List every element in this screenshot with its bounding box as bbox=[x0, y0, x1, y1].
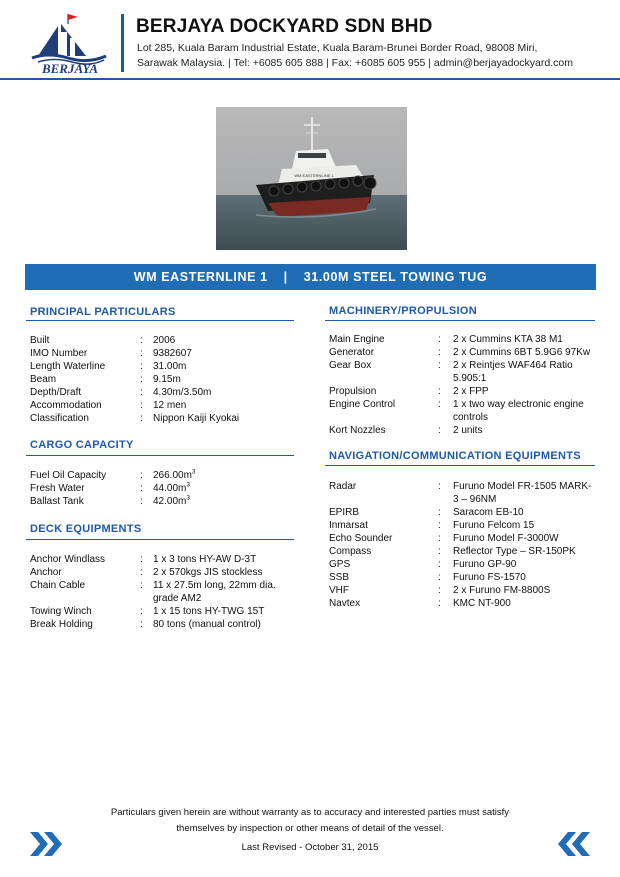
spec-colon: : bbox=[140, 619, 143, 630]
vessel-name: WM EASTERNLINE 1 bbox=[133, 270, 268, 284]
spec-label: Classification bbox=[30, 413, 89, 424]
logo-text: BERJAYA bbox=[41, 61, 99, 74]
spec-value bbox=[153, 618, 303, 631]
spec-value bbox=[153, 495, 303, 508]
spec-value bbox=[453, 398, 593, 424]
cargo-capacity-rule bbox=[26, 455, 294, 456]
spec-value bbox=[153, 605, 303, 618]
spec-value-text: 2 x Cummins 6BT 5.9G6 97Kw bbox=[453, 347, 591, 358]
spec-label: Chain Cable bbox=[30, 580, 86, 591]
spec-colon: : bbox=[438, 533, 441, 544]
spec-value-text: 12 men bbox=[153, 400, 187, 411]
spec-row bbox=[30, 412, 303, 425]
spec-value-text: Furuno Model FR-1505 MARK-3 – 96NM bbox=[453, 481, 592, 505]
spec-colon: : bbox=[140, 554, 143, 565]
principal-particulars-list bbox=[30, 334, 303, 425]
spec-value-text: 2 x Cummins KTA 38 M1 bbox=[453, 334, 563, 345]
spec-label: Kort Nozzles bbox=[329, 425, 386, 436]
spec-value-text: 2 x Reintjes WAF464 Ratio 5.905:1 bbox=[453, 360, 573, 384]
disclaimer-line-1: Particulars given herein are without warranty as to accuracy and interested parties must satisfy bbox=[110, 807, 510, 818]
spec-colon: : bbox=[438, 507, 441, 518]
spec-colon: : bbox=[438, 572, 441, 583]
spec-label: Length Waterline bbox=[30, 361, 106, 372]
spec-value bbox=[153, 566, 303, 579]
spec-colon: : bbox=[140, 567, 143, 578]
spec-label: Anchor Windlass bbox=[30, 554, 106, 565]
spec-row bbox=[329, 519, 593, 532]
navigation-rule bbox=[325, 465, 595, 466]
machinery-list bbox=[329, 333, 593, 437]
spec-value bbox=[453, 480, 593, 506]
spec-label: Fresh Water bbox=[30, 483, 85, 494]
spec-colon: : bbox=[140, 400, 143, 411]
spec-value bbox=[453, 532, 593, 545]
cargo-capacity-heading: CARGO CAPACITY bbox=[30, 439, 134, 451]
spec-row bbox=[30, 566, 303, 579]
machinery-rule bbox=[325, 320, 595, 321]
spec-row bbox=[329, 506, 593, 519]
spec-colon: : bbox=[438, 598, 441, 609]
address-line-2: Sarawak Malaysia. | Tel: +6085 605 888 | Fax: +6085 605 955 | admin@berjayadockyard.com bbox=[137, 57, 573, 69]
spec-colon: : bbox=[438, 520, 441, 531]
spec-label: Towing Winch bbox=[30, 606, 92, 617]
spec-colon: : bbox=[140, 348, 143, 359]
spec-label: Engine Control bbox=[329, 399, 396, 410]
spec-value bbox=[453, 385, 593, 398]
spec-value bbox=[453, 584, 593, 597]
spec-label: Gear Box bbox=[329, 360, 372, 371]
spec-row bbox=[329, 359, 593, 385]
spec-value-text: 9.15m bbox=[153, 374, 181, 385]
spec-value-text: 2 x 570kgs JIS stockless bbox=[153, 567, 263, 578]
spec-row bbox=[329, 532, 593, 545]
cargo-capacity-list bbox=[30, 469, 303, 508]
spec-label: Built bbox=[30, 335, 50, 346]
spec-value bbox=[153, 386, 303, 399]
spec-value-text: Saracom EB-10 bbox=[453, 507, 524, 518]
spec-value-text: 2 x Furuno FM-8800S bbox=[453, 585, 551, 596]
spec-colon: : bbox=[438, 399, 441, 410]
spec-row bbox=[329, 424, 593, 437]
spec-label: VHF bbox=[329, 585, 349, 596]
spec-value bbox=[453, 558, 593, 571]
chevron-left-icon bbox=[556, 830, 592, 858]
spec-colon: : bbox=[438, 481, 441, 492]
spec-colon: : bbox=[438, 347, 441, 358]
spec-label: Break Holding bbox=[30, 619, 93, 630]
spec-value bbox=[153, 579, 303, 605]
spec-row bbox=[30, 553, 303, 566]
spec-label: Fuel Oil Capacity bbox=[30, 470, 107, 481]
page-header bbox=[0, 0, 620, 80]
spec-label: Depth/Draft bbox=[30, 387, 82, 398]
spec-row bbox=[30, 399, 303, 412]
spec-label: Echo Sounder bbox=[329, 533, 393, 544]
spec-value-text: 31.00m bbox=[153, 361, 187, 372]
spec-value-text: 1 x 15 tons HY-TWG 15T bbox=[153, 606, 265, 617]
spec-label: Inmarsat bbox=[329, 520, 368, 531]
spec-row bbox=[329, 545, 593, 558]
spec-value-text: 44.00m bbox=[153, 483, 187, 494]
spec-colon: : bbox=[140, 496, 143, 507]
spec-row bbox=[30, 605, 303, 618]
spec-value-text: 2006 bbox=[153, 335, 176, 346]
spec-colon: : bbox=[438, 334, 441, 345]
spec-row bbox=[30, 386, 303, 399]
spec-row bbox=[329, 385, 593, 398]
spec-colon: : bbox=[438, 425, 441, 436]
spec-value-text: 11 x 27.5m long, 22mm dia. grade AM2 bbox=[153, 580, 276, 604]
spec-value-text: Furuno GP-90 bbox=[453, 559, 517, 570]
principal-particulars-rule bbox=[26, 320, 294, 321]
deck-equipments-list bbox=[30, 553, 303, 631]
spec-value bbox=[453, 545, 593, 558]
spec-value bbox=[453, 424, 593, 437]
spec-colon: : bbox=[438, 360, 441, 371]
spec-label: Compass bbox=[329, 546, 372, 557]
spec-value-text: 4.30m/3.50m bbox=[153, 387, 212, 398]
spec-label: Accommodation bbox=[30, 400, 102, 411]
spec-row bbox=[329, 597, 593, 610]
spec-colon: : bbox=[140, 361, 143, 372]
spec-colon: : bbox=[438, 546, 441, 557]
spec-row bbox=[30, 469, 303, 482]
spec-colon: : bbox=[438, 559, 441, 570]
spec-row bbox=[30, 347, 303, 360]
spec-colon: : bbox=[438, 386, 441, 397]
spec-value-text: Furuno Model F-3000W bbox=[453, 533, 559, 544]
principal-particulars-heading: PRINCIPAL PARTICULARS bbox=[30, 306, 176, 318]
spec-row bbox=[329, 480, 593, 506]
spec-colon: : bbox=[140, 483, 143, 494]
spec-label: Generator bbox=[329, 347, 375, 358]
spec-row bbox=[30, 373, 303, 386]
navigation-list bbox=[329, 480, 593, 610]
spec-colon: : bbox=[438, 585, 441, 596]
unit-superscript: 3 bbox=[186, 494, 190, 502]
spec-value-text: Reflector Type – SR-150PK bbox=[453, 546, 576, 557]
deck-equipments-rule bbox=[26, 539, 294, 540]
spec-row bbox=[329, 333, 593, 346]
spec-label: Beam bbox=[30, 374, 57, 385]
spec-row bbox=[30, 482, 303, 495]
chevron-right-icon bbox=[28, 830, 64, 858]
disclaimer-line-2: themselves by inspection or other means of detail of the vessel. bbox=[176, 823, 444, 834]
spec-colon: : bbox=[140, 580, 143, 591]
spec-value bbox=[153, 482, 303, 495]
svg-text:WM EASTERNLINE 1: WM EASTERNLINE 1 bbox=[294, 173, 334, 178]
spec-label: IMO Number bbox=[30, 348, 88, 359]
spec-label: Anchor bbox=[30, 567, 62, 578]
berjaya-logo bbox=[28, 12, 112, 74]
spec-value-text: KMC NT-900 bbox=[453, 598, 511, 609]
spec-label: Main Engine bbox=[329, 334, 385, 345]
spec-value-text: 42.00m bbox=[153, 496, 187, 507]
spec-colon: : bbox=[140, 374, 143, 385]
spec-value-text: 266.00m bbox=[153, 470, 192, 481]
spec-value-text: Furuno FS-1570 bbox=[453, 572, 526, 583]
spec-label: Navtex bbox=[329, 598, 361, 609]
vessel-type: 31.00M STEEL TOWING TUG bbox=[303, 270, 488, 284]
last-revised: Last Revised - October 31, 2015 bbox=[241, 842, 379, 853]
spec-label: Propulsion bbox=[329, 386, 377, 397]
spec-label: Ballast Tank bbox=[30, 496, 84, 507]
header-rule bbox=[0, 78, 620, 80]
spec-label: EPIRB bbox=[329, 507, 360, 518]
spec-row bbox=[329, 571, 593, 584]
machinery-heading: MACHINERY/PROPULSION bbox=[329, 305, 477, 317]
spec-row bbox=[30, 618, 303, 631]
spec-value bbox=[153, 373, 303, 386]
spec-value bbox=[153, 334, 303, 347]
spec-value bbox=[453, 506, 593, 519]
spec-label: GPS bbox=[329, 559, 351, 570]
spec-row bbox=[329, 398, 593, 424]
spec-row bbox=[30, 579, 303, 605]
banner-separator: | bbox=[283, 270, 288, 284]
spec-value bbox=[153, 399, 303, 412]
unit-superscript: 3 bbox=[186, 481, 190, 489]
spec-colon: : bbox=[140, 413, 143, 424]
spec-value bbox=[453, 333, 593, 346]
spec-value bbox=[453, 359, 593, 385]
spec-label: Radar bbox=[329, 481, 357, 492]
spec-value bbox=[153, 553, 303, 566]
company-address bbox=[137, 41, 573, 71]
disclaimer bbox=[60, 805, 560, 837]
header-divider bbox=[121, 14, 124, 72]
spec-colon: : bbox=[140, 606, 143, 617]
spec-colon: : bbox=[140, 335, 143, 346]
vessel-title-banner bbox=[25, 264, 596, 290]
spec-value bbox=[153, 360, 303, 373]
spec-row bbox=[329, 558, 593, 571]
spec-value bbox=[453, 571, 593, 584]
unit-superscript: 3 bbox=[191, 468, 196, 476]
spec-row bbox=[30, 495, 303, 508]
address-line-1: Lot 285, Kuala Baram Industrial Estate, Kuala Baram-Brunei Border Road, 98008 Miri, bbox=[137, 42, 538, 54]
spec-value-text: 2 units bbox=[453, 425, 483, 436]
company-name: BERJAYA DOCKYARD SDN BHD bbox=[136, 16, 433, 37]
spec-row bbox=[30, 334, 303, 347]
spec-value bbox=[453, 346, 593, 359]
spec-row bbox=[329, 584, 593, 597]
spec-value-text: 1 x 3 tons HY-AW D-3T bbox=[153, 554, 257, 565]
spec-row bbox=[30, 360, 303, 373]
spec-value-text: 80 tons (manual control) bbox=[153, 619, 261, 630]
vessel-photo bbox=[216, 107, 407, 250]
spec-colon: : bbox=[140, 470, 143, 481]
spec-value-text: 9382607 bbox=[153, 348, 192, 359]
spec-value bbox=[453, 519, 593, 532]
spec-value-text: Furuno Felcom 15 bbox=[453, 520, 535, 531]
deck-equipments-heading: DECK EQUIPMENTS bbox=[30, 523, 142, 535]
spec-value-text: Nippon Kaiji Kyokai bbox=[153, 413, 240, 424]
spec-colon: : bbox=[140, 387, 143, 398]
spec-label: SSB bbox=[329, 572, 350, 583]
spec-value-text: 2 x FPP bbox=[453, 386, 489, 397]
navigation-heading: NAVIGATION/COMMUNICATION EQUIPMENTS bbox=[329, 450, 581, 462]
spec-value-text: 1 x two way electronic engine controls bbox=[453, 399, 584, 423]
spec-value bbox=[153, 412, 303, 425]
spec-row bbox=[329, 346, 593, 359]
spec-value bbox=[453, 597, 593, 610]
spec-value bbox=[153, 469, 303, 482]
spec-value bbox=[153, 347, 303, 360]
